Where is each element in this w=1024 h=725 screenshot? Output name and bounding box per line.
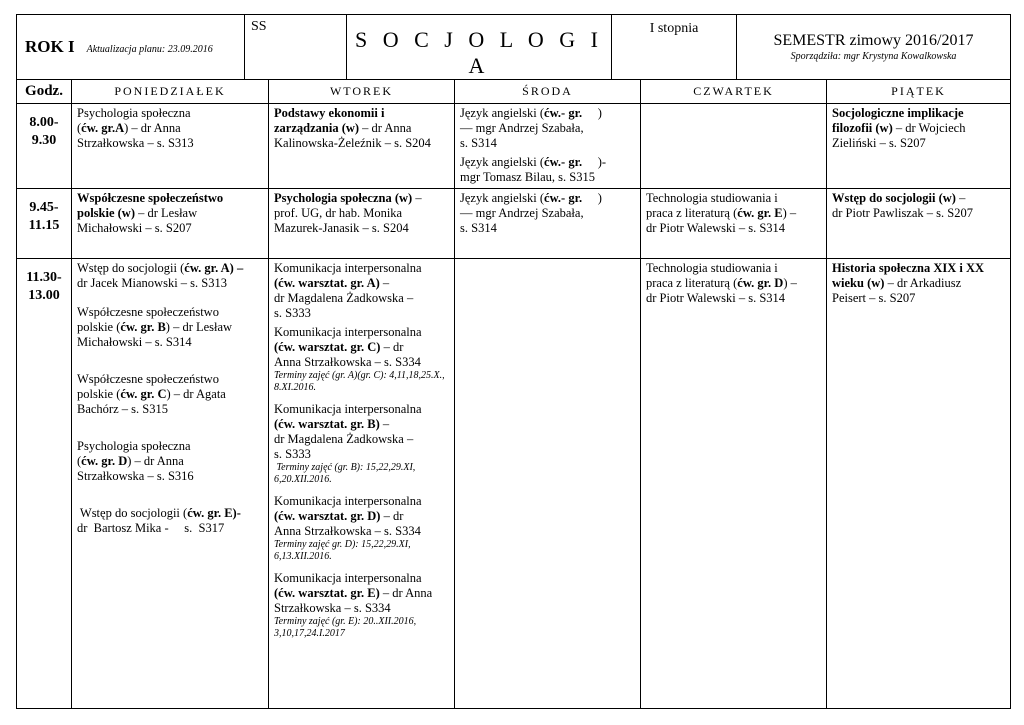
class-teacher-room: Kalinowska-Żeleźnik – s. S204 <box>274 136 431 150</box>
class-title: Komunikacja interpersonalna <box>274 402 422 416</box>
class-entry <box>274 494 449 563</box>
class-entry <box>274 261 449 321</box>
class-entry <box>77 261 263 291</box>
day-tuesday: WTOREK <box>269 80 455 104</box>
class-dates-note: Terminy zajęć (gr. E): 20..XII.2016, 3,10,17,24.I.2017 <box>274 616 417 639</box>
class-entry <box>77 106 263 151</box>
hour-column-header: Godz. <box>17 80 72 104</box>
class-title: Psychologia społeczna <box>77 106 191 120</box>
class-group: (ćw. warsztat. gr. A) – <box>274 276 390 290</box>
class-teacher-room: dr Piotr Walewski – s. S314 <box>646 221 786 235</box>
class-teacher-room: Michałowski – s. S314 <box>77 335 192 349</box>
class-title: Język angielski (ćw.- gr. ) <box>460 191 602 205</box>
class-cell-thursday-empty <box>641 104 827 189</box>
class-teacher-room: Strzałkowska – s. S316 <box>77 469 194 483</box>
schedule-document <box>16 14 1010 706</box>
class-cell-tuesday <box>269 189 455 259</box>
time-slot <box>17 259 72 709</box>
class-entry <box>646 191 821 236</box>
class-entry <box>77 439 263 484</box>
time-end: 13.00 <box>28 288 60 303</box>
class-cell-friday <box>827 104 1011 189</box>
class-room: s. S333 <box>274 306 311 320</box>
class-title: Współczesne społeczeństwo <box>77 191 224 205</box>
class-cell-wednesday <box>455 189 641 259</box>
class-title: Wstęp do socjologii (ćw. gr. A) – <box>77 261 244 275</box>
class-title: Język angielski (ćw.- gr. ) <box>460 106 602 120</box>
class-title: Historia społeczna XIX i XX <box>832 261 985 275</box>
year-label: ROK I <box>25 37 75 56</box>
class-cell-wednesday <box>455 104 641 189</box>
class-teacher: dr Magdalena Żadkowska – <box>274 291 414 305</box>
class-entry <box>274 325 449 394</box>
class-room: s. S314 <box>460 136 497 150</box>
class-entry <box>274 571 449 640</box>
class-teacher-room: dr Piotr Walewski – s. S314 <box>646 291 786 305</box>
class-dates-note: Terminy zajęć (gr. B): 15,22,29.XI, 6,20.XII.2016. <box>274 462 418 485</box>
class-group: (ćw. warsztat. gr. E) – dr Anna <box>274 586 433 600</box>
table-row <box>17 104 1011 189</box>
class-title: Technologia studiowania i <box>646 261 778 275</box>
page-title: S O C J O L O G I A <box>347 15 612 80</box>
class-title: Komunikacja interpersonalna <box>274 261 422 275</box>
class-cell-tuesday <box>269 104 455 189</box>
class-cell-monday <box>72 259 269 709</box>
class-entry <box>460 155 635 185</box>
class-teacher-room: dr Jacek Mianowski – s. S313 <box>77 276 227 290</box>
class-group: (ćw. warsztat. gr. B) – <box>274 417 390 431</box>
class-cell-tuesday <box>269 259 455 709</box>
class-title: Podstawy ekonomii i <box>274 106 385 120</box>
time-end: 9.30 <box>31 133 57 148</box>
class-group: polskie (ćw. gr. B) – dr Lesław <box>77 320 233 334</box>
header-table <box>16 14 1011 80</box>
class-teacher-room: Anna Strzałkowska – s. S334 <box>274 355 421 369</box>
class-title: Wstęp do socjologii (ćw. gr. E)- <box>77 506 241 520</box>
time-end: 11.15 <box>28 218 60 233</box>
class-entry <box>646 261 821 306</box>
class-teacher: dr Magdalena Żadkowska – <box>274 432 414 446</box>
class-teacher-room: Anna Strzałkowska – s. S334 <box>274 524 421 538</box>
class-teacher: — mgr Andrzej Szabała, <box>460 121 584 135</box>
class-teacher-room: Michałowski – s. S207 <box>77 221 192 235</box>
class-cell-wednesday-empty <box>455 259 641 709</box>
class-type: filozofii (w) – dr Wojciech <box>832 121 966 135</box>
class-teacher-room: Bachórz – s. S315 <box>77 402 168 416</box>
class-room: s. S314 <box>460 221 497 235</box>
class-type: wieku (w) – dr Arkadiusz <box>832 276 962 290</box>
class-teacher: — mgr Andrzej Szabała, <box>460 206 584 220</box>
class-teacher-room: Strzałkowska – s. S313 <box>77 136 194 150</box>
timetable <box>16 79 1011 709</box>
year-cell <box>17 15 245 80</box>
class-teacher-room: Peisert – s. S207 <box>832 291 916 305</box>
class-group: (ćw. gr.A) – dr Anna <box>77 121 181 135</box>
time-start: 11.30- <box>26 270 62 285</box>
class-cell-friday <box>827 259 1011 709</box>
class-cell-monday <box>72 189 269 259</box>
time-slot <box>17 104 72 189</box>
class-group: praca z literaturą (ćw. gr. D) – <box>646 276 797 290</box>
class-entry <box>832 191 1005 221</box>
class-teacher-room: mgr Tomasz Bilau, s. S315 <box>460 170 596 184</box>
class-cell-thursday <box>641 189 827 259</box>
class-title: Wstęp do socjologii (w) – <box>832 191 966 205</box>
class-entry <box>77 305 263 350</box>
class-teacher-room: dr Bartosz Mika - s. S317 <box>77 521 225 535</box>
class-entry <box>77 191 263 236</box>
table-row <box>17 259 1011 709</box>
class-group: (ćw. warsztat. gr. D) – dr <box>274 509 404 523</box>
semester-cell <box>737 15 1011 80</box>
time-start: 8.00- <box>29 115 59 130</box>
author-note: Sporządziła: mgr Krystyna Kowalkowska <box>790 51 957 62</box>
class-title: Socjologiczne implikacje <box>832 106 964 120</box>
class-title: Współczesne społeczeństwo <box>77 305 219 319</box>
class-teacher-room: Zieliński – s. S207 <box>832 136 926 150</box>
time-slot <box>17 189 72 259</box>
semester-label: SEMESTR zimowy 2016/2017 <box>773 32 974 49</box>
day-thursday: CZWARTEK <box>641 80 827 104</box>
degree-level: I stopnia <box>612 15 737 80</box>
class-title: Technologia studiowania i <box>646 191 778 205</box>
class-teacher-room: dr Piotr Pawliszak – s. S207 <box>832 206 973 220</box>
class-entry <box>460 106 635 151</box>
class-cell-monday <box>72 104 269 189</box>
class-entry <box>832 106 1005 151</box>
class-title: Psychologia społeczna <box>77 439 191 453</box>
day-header-row <box>17 80 1011 104</box>
class-title: Język angielski (ćw.- gr. )- <box>460 155 607 169</box>
class-title: Komunikacja interpersonalna <box>274 571 422 585</box>
class-title: Psychologia społeczna (w) – <box>274 191 422 205</box>
class-teacher: prof. UG, dr hab. Monika <box>274 206 403 220</box>
class-teacher-room: Mazurek-Janasik – s. S204 <box>274 221 409 235</box>
update-date: Aktualizacja planu: 23.09.2016 <box>86 44 213 55</box>
class-entry <box>274 106 449 151</box>
class-title: Komunikacja interpersonalna <box>274 325 422 339</box>
class-entry <box>460 191 635 236</box>
class-group: praca z literaturą (ćw. gr. E) – <box>646 206 797 220</box>
class-type: zarządzania (w) – dr Anna <box>274 121 412 135</box>
class-dates-note: Terminy zajęć gr. D): 15,22,29.XI, 6,13.XII.2016. <box>274 539 411 562</box>
day-wednesday: ŚRODA <box>455 80 641 104</box>
table-row <box>17 189 1011 259</box>
study-mode: SS <box>245 15 347 80</box>
class-entry <box>77 372 263 417</box>
class-teacher-room: Strzałkowska – s. S334 <box>274 601 391 615</box>
class-group: (ćw. gr. D) – dr Anna <box>77 454 184 468</box>
class-cell-friday <box>827 189 1011 259</box>
day-friday: PIĄTEK <box>827 80 1011 104</box>
class-type: polskie (w) – dr Lesław <box>77 206 198 220</box>
class-dates-note: Terminy zajęć (gr. A)(gr. C): 4,11,18,25.X., 8.XI.2016. <box>274 370 445 393</box>
time-start: 9.45- <box>29 200 59 215</box>
class-group: polskie (ćw. gr. C) – dr Agata <box>77 387 226 401</box>
class-entry <box>274 402 449 486</box>
class-cell-thursday <box>641 259 827 709</box>
class-entry <box>832 261 1005 306</box>
class-entry <box>77 506 263 536</box>
class-entry <box>274 191 449 236</box>
class-title: Komunikacja interpersonalna <box>274 494 422 508</box>
day-monday: PONIEDZIAŁEK <box>72 80 269 104</box>
class-room: s. S333 <box>274 447 311 461</box>
class-title: Współczesne społeczeństwo <box>77 372 219 386</box>
class-group: (ćw. warsztat. gr. C) – dr <box>274 340 404 354</box>
